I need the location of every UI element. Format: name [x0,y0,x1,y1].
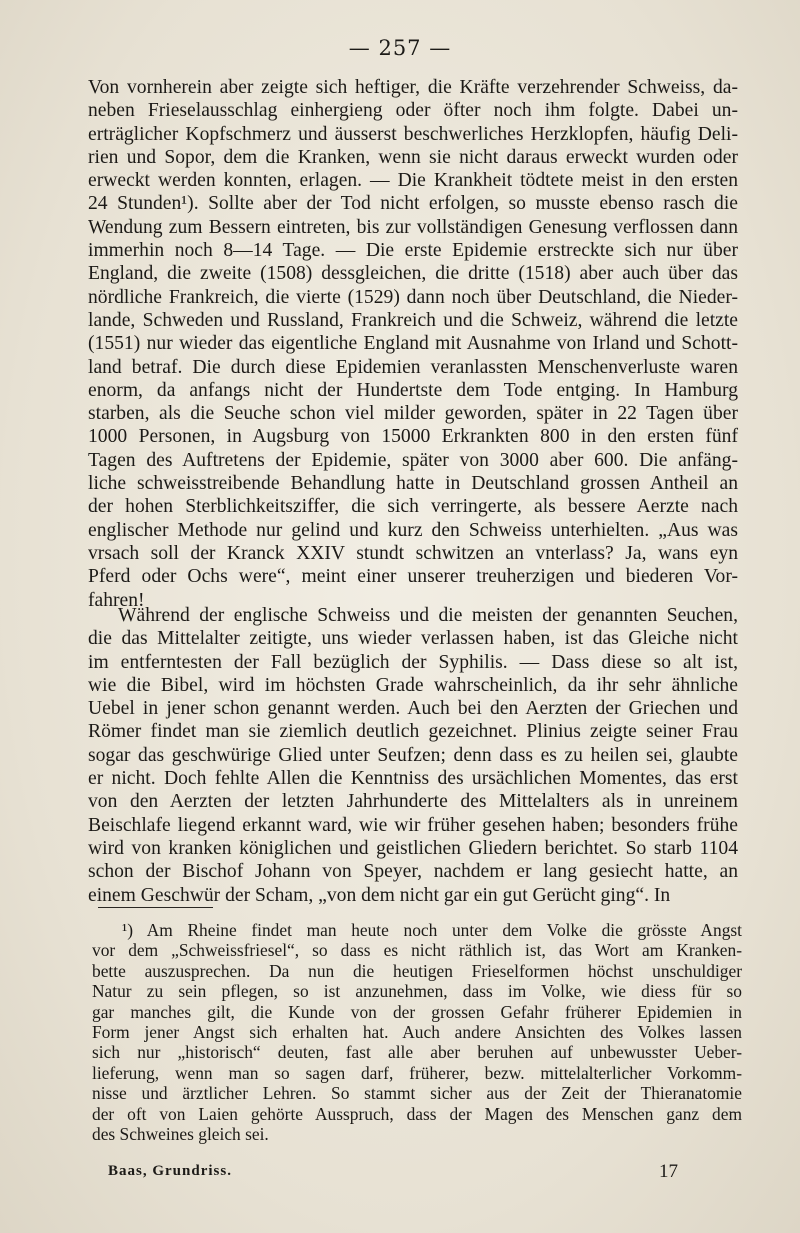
text-line: England, die zweite (1508) dessgleichen, die dritte (1518) aber auch über das [88,263,738,285]
text-line: ¹) Am Rheine findet man heute noch unter dem Volke die grösste Angst [122,920,742,940]
text-line: vor dem „Schweissfriesel“, so dass es nicht räthlich ist, das Wort am Kranken- [92,940,742,961]
text-line: fahren! [88,589,145,611]
text-line: er nicht. Doch fehlte Allen die Kenntniss des ursächlichen Momentes, das erst [88,768,738,790]
footnote [92,920,742,1144]
text-line: land betraf. Die durch diese Epidemien veranlassten Menschenverluste waren [88,356,738,378]
text-line: Wendung zum Bessern eintreten, bis zur vollständigen Genesung verflossen dann [88,216,738,238]
text-line: schon der Bischof Johann von Speyer, nachdem er lang gesiecht hatte, an [88,861,738,883]
text-line: Natur zu sein pflegen, so ist anzunehmen, dass im Volke, wie diess für so [92,981,742,1002]
text-line: vrsach soll der Kranck XXIV stundt schwitzen an vnterlass? Ja, wans eyn [88,542,738,564]
text-line: der oft von Laien gehörte Ausspruch, dass der Magen des Menschen ganz dem [92,1103,742,1124]
text-line: sogar das geschwürige Glied unter Seufzen; denn dass es zu heilen sei, glaubte [88,744,738,766]
footnote-text [92,920,742,1144]
text-line: liche schweisstreibende Behandlung hatte in Deutschland grossen Antheil an [88,473,738,495]
text-line: 24 Stunden¹). Sollte aber der Tod nicht erfolgen, so musste ebenso rasch die [88,193,738,215]
text-line: Tagen des Auftretens der Epidemie, später von 3000 aber 600. Die anfäng- [88,449,738,471]
text-line: (1551) nur wieder das eigentliche England mit Ausnahme von Irland und Schott- [88,333,738,355]
text-line: englischer Methode nur gelind und kurz den Schweiss unterhielten. „Aus was [88,519,738,541]
text-line: Von vornherein aber zeigte sich heftiger, die Kräfte verzehrender Schweiss, da- [88,77,738,98]
text-line: rien und Sopor, dem die Kranken, wenn sie nicht daraus erweckt wurden oder [88,146,738,168]
page-header: — 257 — [348,36,452,60]
text-line: nördliche Frankreich, die vierte (1529) dann noch über Deutschland, die Nieder- [88,286,738,308]
text-line: neben Frieselausschlag einhergieng oder öfter noch ihm folgte. Dabei un- [88,100,738,122]
paragraph-2 [88,604,738,907]
text-line: gar manches gilt, die Kunde von der grossen Gefahr früherer Epidemien in [92,1001,742,1022]
text-line: im entferntesten der Fall bezüglich der Syphilis. — Dass diese so alt ist, [88,651,738,673]
text-line: enorm, da anfangs nicht der Hundertste dem Tode entging. In Hamburg [88,379,738,401]
text-line: wie die Bibel, wird im höchsten Grade wahrscheinlich, da ihr sehr ähnliche [88,674,738,696]
text-line: der hohen Sterblichkeitsziffer, die sich verringerte, als bessere Aerzte nach [88,496,738,518]
text-line: wird von kranken königlichen und geistlichen Gliedern berichtet. So starb 1104 [88,837,738,859]
text-line: des Schweines gleich sei. [92,1124,269,1145]
text-line: die das Mittelalter zeitigte, uns wieder verlassen haben, ist das Gleiche nicht [88,628,738,650]
text-line: lieferung, wenn man so sagen darf, früherer, bezw. mittelalterlicher Vorkomm- [92,1062,742,1083]
paragraph-1-text [88,76,738,612]
text-line: erträglicher Kopfschmerz und äusserst beschwerliches Herzklopfen, häufig Deli- [88,123,738,145]
text-line: Form jener Angst sich erhalten hat. Auch andere Ansichten des Volkes lassen [92,1022,742,1043]
paragraph-2-text [88,604,738,907]
text-line: 1000 Personen, in Augsburg von 15000 Erkrankten 800 in den ersten fünf [88,426,738,448]
text-line: sich nur „historisch“ deuten, fast alle aber beruhen auf unbewusster Ueber- [92,1042,742,1063]
text-line: lande, Schweden und Russland, Frankreich und die Schweiz, während die letzte [88,309,738,331]
text-line: von den Aerzten der letzten Jahrhunderte des Mittelalters als in unreinem [88,791,738,813]
text-line: bette auszusprechen. Da nun die heutigen Frieselformen höchst unschuldiger [92,960,742,981]
text-line: Beischlafe liegend erkannt ward, wie wir früher gesehen haben; besonders frühe [88,814,738,836]
footnote-rule [98,907,213,908]
paragraph-1 [88,76,738,612]
text-line: immerhin noch 8—14 Tage. — Die erste Epidemie erstreckte sich nur über [88,240,738,262]
text-line: Uebel in jener schon genannt werden. Auch bei den Aerzten der Griechen und [88,698,738,720]
text-line: starben, als die Seuche schon viel milder geworden, später in 22 Tagen über [88,403,738,425]
signature-mark: Baas, Grundriss. [108,1163,232,1179]
text-line: Römer findet man sie ziemlich deutlich gezeichnet. Plinius zeigte seiner Frau [88,721,738,743]
text-line: einem Geschwür der Scham, „von dem nicht gar ein gut Gerücht ging“. In [88,884,671,906]
sheet-number: 17 [659,1161,678,1182]
text-line: Pferd oder Ochs were“, meint einer unserer treuherzigen und biederen Vor- [88,566,738,588]
text-line: erweckt werden konnten, erlagen. — Die Krankheit tödtete meist in den ersten [88,170,738,192]
page-footer [108,1163,678,1180]
text-line: Während der englische Schweiss und die meisten der genannten Seuchen, [118,605,738,626]
text-line: nisse und ärztlicher Lehren. So stammt sicher aus der Zeit der Thieranatomie [92,1083,742,1104]
